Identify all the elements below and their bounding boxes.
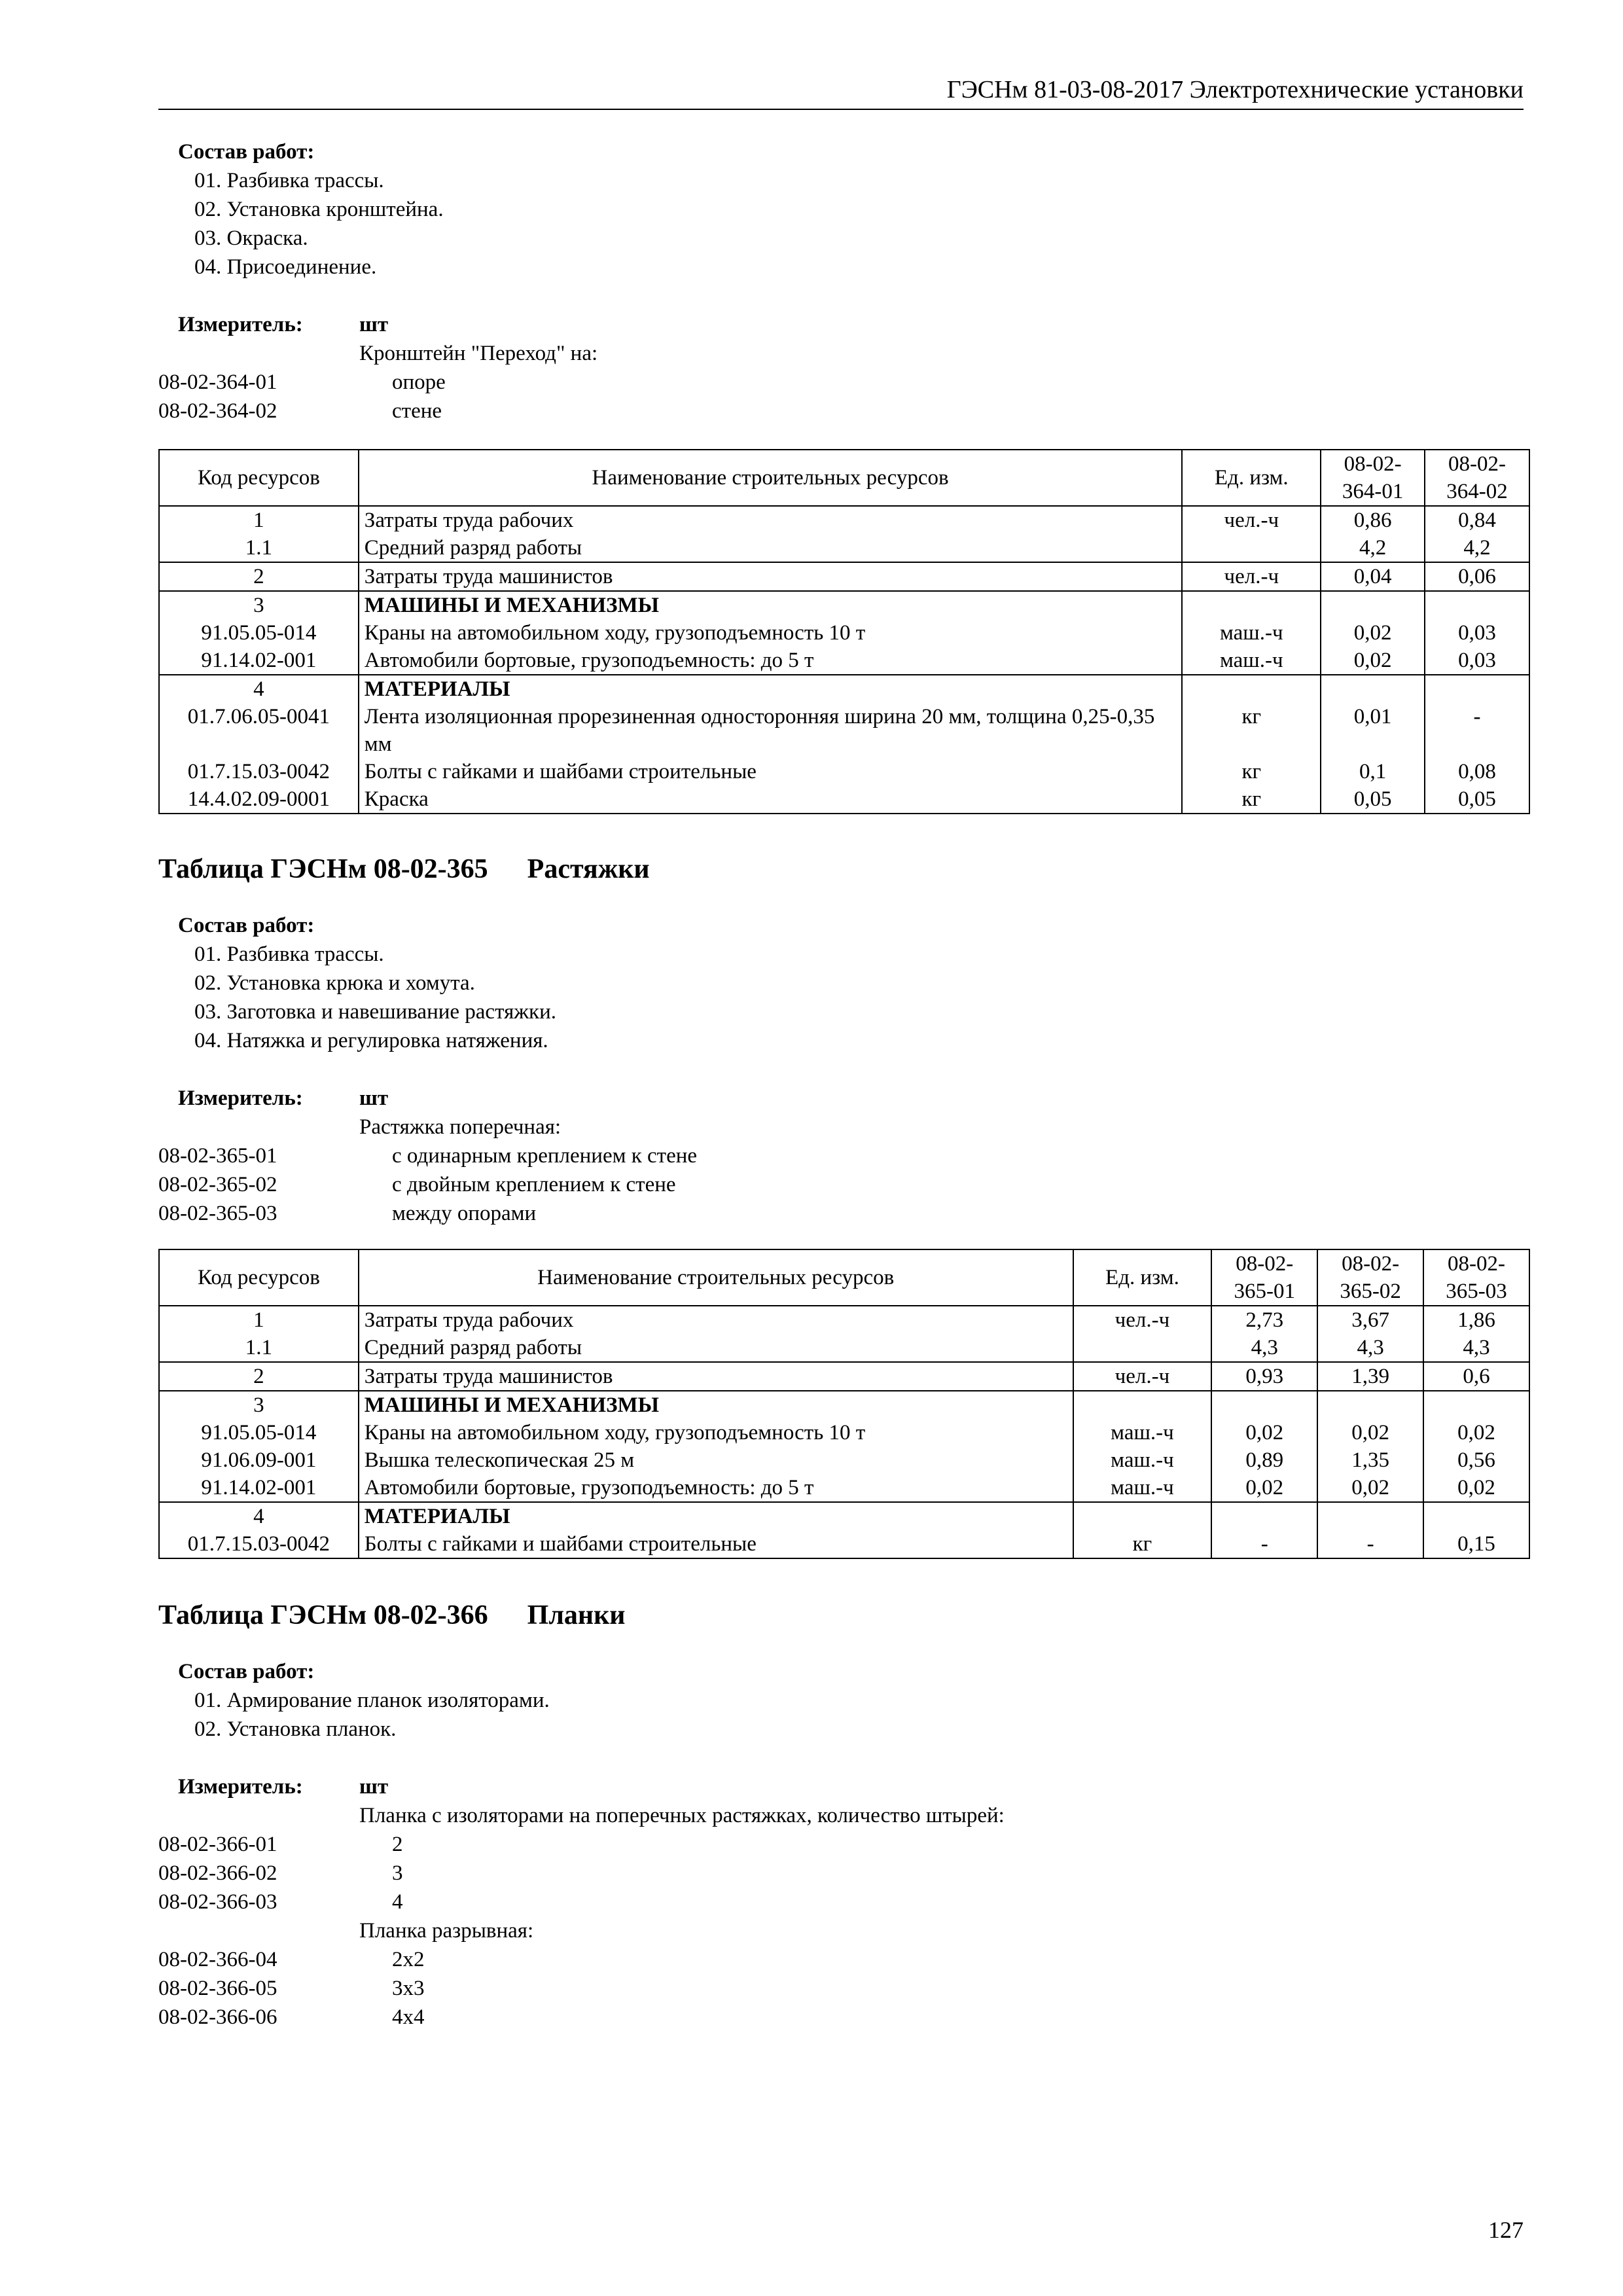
table-name: Планки [527,1600,626,1630]
resource-name: Автомобили бортовые, грузоподъемность: до 5 т [359,1474,1073,1502]
resource-name: Затраты труда рабочих [359,1306,1073,1334]
table-row [159,534,1529,562]
norm-value: 4,2 [1321,534,1425,562]
norm-value: 0,06 [1425,562,1529,591]
resource-table-365 [158,1249,1530,1559]
norm-value: 1,39 [1317,1362,1423,1391]
resource-unit [1182,675,1321,703]
norm-text: 3 [392,1861,403,1885]
norm-value [1425,591,1529,619]
norm-value: 0,03 [1425,647,1529,675]
table-row [159,785,1529,814]
resource-unit: чел.-ч [1182,506,1321,534]
norm-value: 0,02 [1211,1419,1317,1446]
work-step: 03. Окраска. [194,226,308,250]
resource-name: Затраты труда рабочих [359,506,1183,534]
resource-name: Краны на автомобильном ходу, грузоподъемность 10 т [359,1419,1073,1446]
norm-value [1317,1391,1423,1419]
norm-text: опоре [392,370,446,394]
meter-line [158,1772,1530,1801]
norm-item [158,397,1530,425]
resource-name: Болты с гайками и шайбами строительные [359,1530,1073,1558]
norm-value [1425,675,1529,703]
norm-value: 0,56 [1423,1446,1529,1474]
section-title [158,851,1530,888]
norm-item [158,368,1530,397]
meter-label: Измеритель: [178,1775,303,1799]
resource-code: 4 [159,1502,359,1530]
norm-item [158,1141,1530,1170]
page-number: 127 [1488,2217,1524,2243]
norm-value: 0,08 [1425,758,1529,785]
resource-table-364 [158,449,1530,814]
table-row [159,1306,1529,1334]
resource-unit [1073,1391,1212,1419]
work-step: 02. Установка планок. [194,1717,397,1741]
resource-name: Вышка телескопическая 25 м [359,1446,1073,1474]
table-row [159,1391,1529,1419]
meter-line [158,1084,1530,1113]
meter-value: шт [359,1086,389,1110]
resource-unit [1073,1502,1212,1530]
norm-text: 4х4 [392,2005,425,2029]
resource-name: Краска [359,785,1183,814]
block-364 [158,137,1530,425]
table-row [159,1502,1529,1530]
norm-item [158,1170,1530,1199]
norm-code: 08-02-365-01 [158,1144,277,1168]
norm-value: 0,05 [1425,785,1529,814]
norm-value: 0,01 [1321,703,1425,758]
meter-value: шт [359,313,389,336]
table-body [159,506,1529,814]
resource-code: 1 [159,1306,359,1334]
norm-value: 4,2 [1425,534,1529,562]
norm-value: - [1425,703,1529,758]
norm-value [1317,1502,1423,1530]
norm-value: 0,02 [1423,1474,1529,1502]
table-row [159,506,1529,534]
norm-value: 0,05 [1321,785,1425,814]
norm-text: с одинарным креплением к стене [392,1144,698,1168]
resource-name: Болты с гайками и шайбами строительные [359,758,1183,785]
header-unit: Ед. изм. [1073,1249,1212,1306]
table-row [159,591,1529,619]
norm-value: 2,73 [1211,1306,1317,1334]
table-name: Растяжки [527,854,650,884]
table-row [159,1474,1529,1502]
resource-unit: маш.-ч [1073,1419,1212,1446]
resource-unit [1182,591,1321,619]
resource-code: 3 [159,1391,359,1419]
resource-code: 91.05.05-014 [159,1419,359,1446]
norm-text: между опорами [392,1202,537,1225]
norm-value: 0,1 [1321,758,1425,785]
norm-value [1423,1391,1529,1419]
resource-name: МАТЕРИАЛЫ [359,675,1183,703]
norm-item [158,1888,1530,1916]
resource-name: Автомобили бортовые, грузоподъемность: до 5 т [359,647,1183,675]
resource-code: 91.14.02-001 [159,647,359,675]
norm-code: 08-02-366-06 [158,2005,277,2029]
work-step: 02. Установка крюка и хомута. [194,971,475,995]
resource-name: Лента изоляционная прорезиненная односторонняя ширина 20 мм, толщина 0,25-0,35 мм [359,703,1183,758]
work-composition-title: Состав работ: [178,1660,315,1683]
resource-code: 2 [159,1362,359,1391]
norm-value [1211,1502,1317,1530]
table-row [159,1334,1529,1362]
header-name: Наименование строительных ресурсов [359,1249,1073,1306]
meter-description: Планка с изоляторами на поперечных растяжках, количество штырей: [359,1804,1005,1827]
resource-code: 14.4.02.09-0001 [159,785,359,814]
norm-value [1321,675,1425,703]
resource-unit: кг [1182,703,1321,758]
norm-value: 0,02 [1423,1419,1529,1446]
resource-code: 91.06.09-001 [159,1446,359,1474]
resource-unit: маш.-ч [1182,647,1321,675]
norm-value: 0,89 [1211,1446,1317,1474]
table-row [159,647,1529,675]
norm-item [158,2003,1530,2032]
resource-name: Затраты труда машинистов [359,562,1183,591]
header-code: Код ресурсов [159,1249,359,1306]
norm-text: 2 [392,1833,403,1856]
norm-value: 0,6 [1423,1362,1529,1391]
resource-unit: кг [1073,1530,1212,1558]
norm-value: 0,86 [1321,506,1425,534]
norm-value: 1,86 [1423,1306,1529,1334]
work-step: 04. Присоединение. [194,255,377,279]
resource-code: 1.1 [159,534,359,562]
resource-name: Затраты труда машинистов [359,1362,1073,1391]
work-step: 01. Армирование планок изоляторами. [194,1689,550,1712]
resource-code: 01.7.15.03-0042 [159,1530,359,1558]
resource-unit [1073,1334,1212,1362]
norm-value: 0,93 [1211,1362,1317,1391]
norm-code: 08-02-366-02 [158,1861,277,1885]
norm-value: - [1317,1530,1423,1558]
norm-text: с двойным креплением к стене [392,1173,676,1196]
norm-code: 08-02-364-02 [158,399,277,423]
work-composition-title: Состав работ: [178,914,315,937]
resource-unit [1182,534,1321,562]
header-name: Наименование строительных ресурсов [359,450,1183,506]
norm-text: стене [392,399,442,423]
meter-description: Планка разрывная: [359,1919,534,1943]
norm-value: - [1211,1530,1317,1558]
norm-value: 0,02 [1321,619,1425,647]
resource-code: 2 [159,562,359,591]
section-title [158,1597,1530,1634]
block-365 [158,851,1530,1228]
resource-name: Краны на автомобильном ходу, грузоподъемность 10 т [359,619,1183,647]
meter-label: Измеритель: [178,313,303,336]
header-norm-col: 08-02- 364-01 [1321,450,1425,506]
norm-code: 08-02-365-02 [158,1173,277,1196]
norm-value: 0,03 [1425,619,1529,647]
header-norm-col: 08-02- 365-03 [1423,1249,1529,1306]
resource-unit: кг [1182,785,1321,814]
norm-code: 08-02-366-05 [158,1977,277,2000]
resource-code: 1 [159,506,359,534]
table-row [159,1446,1529,1474]
meter-label: Измеритель: [178,1086,303,1110]
resource-unit: чел.-ч [1073,1362,1212,1391]
norm-item [158,1974,1530,2003]
norm-value [1211,1391,1317,1419]
meter-description: Растяжка поперечная: [359,1115,562,1139]
work-step: 02. Установка кронштейна. [194,198,444,221]
block-366 [158,1597,1530,2032]
resource-unit: чел.-ч [1073,1306,1212,1334]
norm-value: 0,02 [1317,1419,1423,1446]
resource-code: 91.14.02-001 [159,1474,359,1502]
table-row [159,758,1529,785]
resource-code: 4 [159,675,359,703]
work-step: 03. Заготовка и навешивание растяжки. [194,1000,556,1024]
work-step: 01. Разбивка трассы. [194,169,384,192]
norm-code: 08-02-366-04 [158,1948,277,1971]
meter-line [158,310,1530,339]
header-norm-col: 08-02- 365-02 [1317,1249,1423,1306]
resource-name: МАШИНЫ И МЕХАНИЗМЫ [359,591,1183,619]
norm-text: 3х3 [392,1977,425,2000]
table-row [159,1419,1529,1446]
running-header: ГЭСНм 81-03-08-2017 Электротехнические установки [158,73,1524,110]
header-code: Код ресурсов [159,450,359,506]
norm-code: 08-02-365-03 [158,1202,277,1225]
norm-code: 08-02-366-03 [158,1890,277,1914]
norm-item [158,1830,1530,1859]
norm-value: 4,3 [1423,1334,1529,1362]
resource-unit: маш.-ч [1073,1446,1212,1474]
work-step: 04. Натяжка и регулировка натяжения. [194,1029,548,1052]
table-body [159,1306,1529,1558]
norm-item [158,1945,1530,1974]
norm-value: 0,02 [1317,1474,1423,1502]
norm-text: 2х2 [392,1948,425,1971]
norm-item [158,1859,1530,1888]
norm-text: 4 [392,1890,403,1914]
header-unit: Ед. изм. [1182,450,1321,506]
norm-value: 4,3 [1211,1334,1317,1362]
meter-value: шт [359,1775,389,1799]
resource-name: Средний разряд работы [359,1334,1073,1362]
table-row [159,703,1529,758]
norm-code: 08-02-366-01 [158,1833,277,1856]
norm-value: 0,02 [1211,1474,1317,1502]
resource-unit: маш.-ч [1073,1474,1212,1502]
work-composition-title: Состав работ: [178,140,315,164]
work-step: 01. Разбивка трассы. [194,942,384,966]
table-row [159,562,1529,591]
norm-value: 3,67 [1317,1306,1423,1334]
table-title: Таблица ГЭСНм 08-02-366 [158,1600,488,1630]
resource-unit: чел.-ч [1182,562,1321,591]
table-row [159,1362,1529,1391]
table-row [159,619,1529,647]
resource-code: 3 [159,591,359,619]
table-row [159,1530,1529,1558]
resource-unit: маш.-ч [1182,619,1321,647]
header-norm-col: 08-02- 365-01 [1211,1249,1317,1306]
norm-code: 08-02-364-01 [158,370,277,394]
resource-unit: кг [1182,758,1321,785]
table-title: Таблица ГЭСНм 08-02-365 [158,854,488,884]
norm-value: 0,04 [1321,562,1425,591]
resource-name: МАТЕРИАЛЫ [359,1502,1073,1530]
norm-value: 0,84 [1425,506,1529,534]
norm-value: 1,35 [1317,1446,1423,1474]
header-norm-col: 08-02- 364-02 [1425,450,1529,506]
resource-code: 1.1 [159,1334,359,1362]
resource-code: 91.05.05-014 [159,619,359,647]
resource-name: МАШИНЫ И МЕХАНИЗМЫ [359,1391,1073,1419]
table-row [159,675,1529,703]
norm-value [1321,591,1425,619]
norm-item [158,1199,1530,1228]
norm-value: 4,3 [1317,1334,1423,1362]
meter-description: Кронштейн "Переход" на: [359,342,598,365]
resource-name: Средний разряд работы [359,534,1183,562]
norm-value: 0,02 [1321,647,1425,675]
resource-code: 01.7.06.05-0041 [159,703,359,758]
norm-value [1423,1502,1529,1530]
norm-value: 0,15 [1423,1530,1529,1558]
resource-code: 01.7.15.03-0042 [159,758,359,785]
